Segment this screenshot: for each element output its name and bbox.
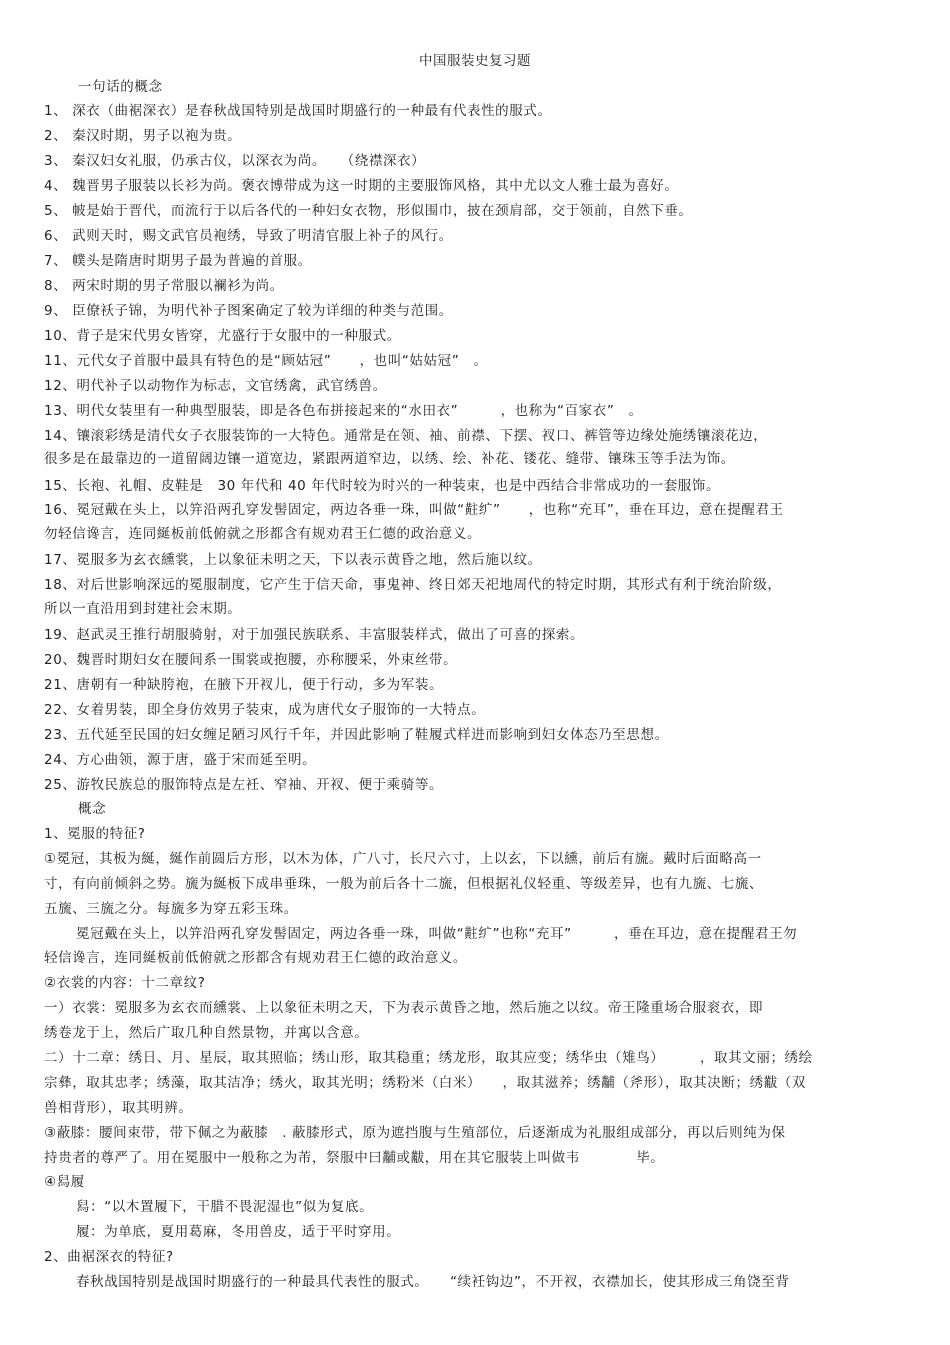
answer-line: 宗彝，取其忠孝；绣藻，取其洁净；绣火，取其光明；绣粉米（白米） ，取其滋养；绣黼（斧形），取其决断；绣黻（双 — [44, 1075, 806, 1091]
concept-line: 20、魏晋时期妇女在腰间系一围裳或抱腰，亦称腰采，外束丝带。 — [44, 652, 458, 668]
concept-line: 17、冕服多为玄衣纁裳，上以象征未明之天，下以表示黄昏之地，然后施以纹。 — [44, 552, 542, 568]
answer-line: 一）衣裳：冕服多为玄衣而纁裳、上以象征未明之天，下为表示黄昏之地，然后施之以纹。帝王隆重场合服衮衣，即 — [44, 1000, 764, 1016]
answer-line: 兽相背形），取其明辨。 — [44, 1100, 193, 1116]
concept-line: 12、明代补子以动物作为标志，文官绣禽，武官绣兽。 — [44, 378, 387, 394]
answer-line: 春秋战国特别是战国时期盛行的一种最具代表性的服式。 “续衽钩边”，不开衩，衣襟加长，使其形成三角饶至背 — [76, 1274, 790, 1290]
answer-line: 寸，有向前倾斜之势。旒为綖板下成串垂珠，一般为前后各十二旒，但根据礼仪轻重、等级差异，也有九旒、七旒、 — [44, 876, 764, 892]
concept-line: 10、背子是宋代男女皆穿，尤盛行于女服中的一种服式。 — [44, 328, 401, 344]
section-heading: 概念 — [78, 801, 107, 817]
answer-line: 持贵者的尊严了。用在冕服中一般称之为芾，祭服中曰黼或黻，用在其它服装上叫做韦 毕。 — [44, 1150, 665, 1166]
concept-line: 9、 臣僚袄子锦，为明代补子图案确定了较为详细的种类与范围。 — [44, 303, 453, 319]
answer-line: ①冕冠，其板为綖，綖作前圆后方形，以木为体，广八寸，长尺六寸，上以玄，下以纁，前后有旒。戴时后面略高一 — [44, 851, 762, 867]
answer-line: 五旒、三旒之分。每旒多为穿五彩玉珠。 — [44, 901, 298, 917]
concept-line: 21、唐朝有一种缺胯袍，在腋下开衩儿，便于行动，多为军装。 — [44, 677, 444, 693]
concept-line: 23、五代延至民国的妇女缠足陋习风行千年，并因此影响了鞋履式样进而影响到妇女体态乃至思想。 — [44, 727, 669, 743]
concept-line: 25、游牧民族总的服饰特点是左衽、窄袖、开衩、便于乘骑等。 — [44, 777, 444, 793]
concept-line: 11、元代女子首服中最具有特色的是“顾姑冠” ，也叫“姑姑冠” 。 — [44, 353, 488, 369]
concept-line: 18、对后世影响深远的冕服制度，它产生于信天命，事鬼神、终日郊天祀地周代的特定时期，其形式有利于统治阶级， — [44, 577, 782, 593]
concept-line: 14、镶滚彩绣是清代女子衣服装饰的一大特色。通常是在领、袖、前襟、下摆、衩口、裤管等边缘处施绣镶滚花边， — [44, 428, 768, 444]
concept-line: 15、长袍、礼帽、皮鞋是 30 年代和 40 年代时较为时兴的一种装束，也是中西结合非常成功的一套服饰。 — [44, 478, 721, 494]
answer-line: ②衣裳的内容：十二章纹? — [44, 975, 206, 991]
answer-line: ④舄履 — [44, 1174, 85, 1190]
concept-line: 2、 秦汉时期，男子以袍为贵。 — [44, 128, 242, 144]
concept-line: 8、 两宋时期的男子常服以襕衫为尚。 — [44, 278, 284, 294]
answer-line: 绣卷龙于上，然后广取几种自然景物，并寓以含意。 — [44, 1025, 369, 1041]
concept-line: 4、 魏晋男子服装以长衫为尚。褒衣博带成为这一时期的主要服饰风格，其中尤以文人雅士最为喜好。 — [44, 178, 679, 194]
concept-line: 24、方心曲领，源于唐，盛于宋而延至明。 — [44, 752, 317, 768]
answer-line: ③蔽膝：腰间束带，带下佩之为蔽膝 . 蔽膝形式，原为遮挡腹与生殖部位，后逐渐成为礼服组成部分，再以后则纯为保 — [44, 1125, 786, 1141]
concept-line: 13、明代女装里有一种典型服装，即是各色布拼接起来的“水田衣” ，也称为“百家衣” 。 — [44, 403, 643, 419]
question-line: 2、曲裾深衣的特征? — [44, 1249, 174, 1265]
concept-line: 很多是在最靠边的一道留阔边镶一道宽边，紧跟两道窄边，以绣、绘、补花、镂花、缝带、镶珠玉等手法为饰。 — [44, 451, 735, 467]
concept-line: 1、 深衣（曲裾深衣）是春秋战国特别是战国时期盛行的一种最有代表性的服式。 — [44, 103, 552, 119]
answer-line: 轻信谗言，连同綖板前低俯就之形都含有规劝君王仁德的政治意义。 — [44, 950, 467, 966]
concept-line: 5、 帔是始于晋代，而流行于以后各代的一种妇女衣物，形似围巾，披在颈肩部，交于领前，自然下垂。 — [44, 203, 693, 219]
concept-line: 7、 幞头是隋唐时期男子最为普遍的首服。 — [44, 253, 312, 269]
answer-line: 履：为单底，夏用葛麻，冬用兽皮，适于平时穿用。 — [76, 1224, 401, 1240]
concept-line: 19、赵武灵王推行胡服骑射，对于加强民族联系、丰富服装样式，做出了可喜的探索。 — [44, 627, 585, 643]
concept-line: 所以一直沿用到封建社会末期。 — [44, 601, 242, 617]
answer-line: 舄：“以木置履下，干腊不畏泥湿也”似为复底。 — [76, 1199, 374, 1215]
concept-line: 16、冕冠戴在头上，以笄沿两孔穿发髻固定，两边各垂一珠，叫做“黈纩” ，也称“充耳”，垂在耳边，意在提醒君王 — [44, 502, 784, 518]
section-heading: 一句话的概念 — [78, 79, 163, 95]
answer-line: 二）十二章：绣日、月、星辰，取其照临；绣山形，取其稳重；绣龙形，取其应变；绣华虫（雉鸟） ，取其文丽；绣绘 — [44, 1050, 813, 1066]
page-title: 中国服装史复习题 — [419, 53, 531, 69]
concept-line: 6、 武则天时，赐文武官员袍绣，导致了明清官服上补子的风行。 — [44, 228, 453, 244]
concept-line: 3、 秦汉妇女礼服，仍承古仪，以深衣为尚。 （绕襟深衣） — [44, 153, 426, 169]
concept-line: 勿轻信谗言，连同綖板前低俯就之形都含有规劝君王仁德的政治意义。 — [44, 526, 482, 542]
answer-line: 冕冠戴在头上，以笄沿两孔穿发髻固定，两边各垂一珠，叫做“黈纩”也称“充耳” ，垂在耳边，意在提醒君王勿 — [76, 926, 798, 942]
question-line: 1、冕服的特征? — [44, 826, 146, 842]
concept-line: 22、女着男装，即全身仿效男子装束，成为唐代女子服饰的一大特点。 — [44, 702, 486, 718]
